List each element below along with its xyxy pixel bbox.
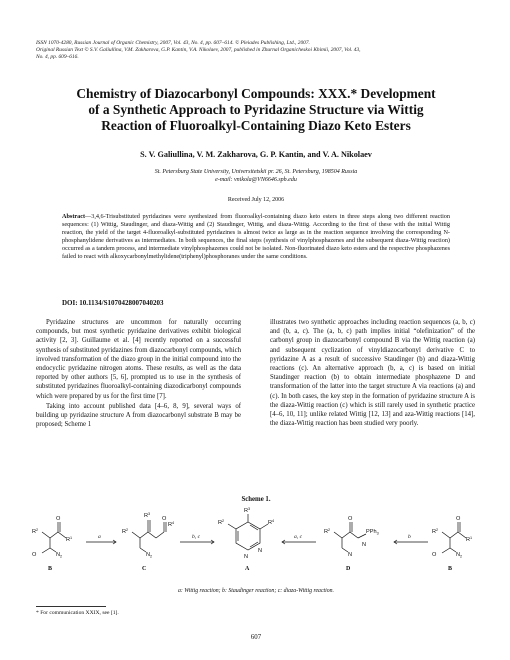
page-number: 607	[250, 634, 262, 641]
arrow-label-b: b	[408, 534, 411, 540]
atom-r4: $R^4$	[268, 519, 275, 526]
atom-n: N	[362, 542, 367, 548]
atom-n: N	[348, 552, 353, 558]
arrow-label-a: a	[98, 534, 101, 540]
doi-link[interactable]: DOI: 10.1134/S1070428007040203	[62, 299, 164, 307]
atom-o: O	[456, 516, 461, 522]
scheme-caption: a: Wittig reaction; b: Staudinger reaction; c: diaza-Wittig reaction.	[177, 588, 334, 594]
compound-label-b: B	[448, 566, 453, 572]
received-date: Received July 12, 2006	[227, 197, 285, 203]
footnote-divider	[36, 606, 106, 607]
body-column-right	[270, 318, 475, 429]
atom-pph3: PPh$_3$	[366, 529, 379, 536]
atom-r1: $R^1$	[466, 536, 473, 543]
compound-label-d: D	[346, 566, 351, 572]
atom-r3: $R^3$	[144, 512, 151, 519]
bond-lines	[42, 514, 466, 553]
atom-o: O	[162, 516, 167, 522]
abstract-label: Abstract	[62, 213, 86, 220]
atom-o: O	[432, 552, 437, 558]
atom-r2: $R^2$	[122, 528, 129, 535]
paragraph: illustrates two synthetic approaches including reaction sequences (a, b, c) and (b, a, c). The (a, b, c) path implies initial “olefinization” of the carbonyl group in diazocarbonyl compound B via the Wittig reaction (a) and subsequent cyclization of vinyldiazocarbonyl derivative C to pyridazine A as a result of successive Staudinger (b) and diaza-Wittig reactions (c). An alternative approach (b, a, c) is based on initial Staudinger reaction (b) to obtain intermediate phosphazene D and transformation of the latter into the target structure A via reactions (a) and (c). In both cases, the key step in the formation of pyridazine structure A is the diaza-Wittig reaction (c) which is still rarely used in synthetic practice [4–6, 10, 11]; unlike related Wittig [12, 13] and aza-Wittig reactions [14], the diaza-Wittig reaction has been studied very poorly.	[270, 319, 475, 428]
atom-o: O	[32, 552, 37, 558]
arrow-label-ac: a, c	[294, 534, 303, 540]
footnote: * For communication XXIX, see [1].	[36, 610, 119, 616]
scheme-title: Scheme 1.	[241, 496, 271, 503]
body-column-left	[36, 318, 241, 430]
compound-label-c: C	[142, 566, 147, 572]
atom-n2: $N_2$	[456, 552, 463, 559]
paragraph: Taking into account published data [4–6, 8, 9], several ways of building up pyridazine structure A from diazocarbonyl substrate B may be proposed; Scheme 1	[36, 402, 241, 429]
atom-r2: $R^2$	[432, 528, 439, 535]
abstract-text: —3,4,6-Trisubstituted pyridazines were synthesized from fluoroalkyl-containing diazo keto esters in three steps along two different reaction sequences: (1) Wittig, Staudinger, and diaza-Wittig and (2) Staudinger, Wittig, and diaza-Wittig. According to the first of these with the initial Wittig reaction, the yield of the target 4-fluoroalkyl-substituted pyridazines is almost twice as large as in the reaction sequence involving the corresponding N-phosphanylidene derivatives as intermediates. In both sequences, the final steps (synthesis of vinylphosphazenes and the subsequent diaza-Wittig reaction) occurred as a tandem process, and intermediate vinylphosphazenes could not be isolated. Non-fluorinated diazo keto esters and the respective phosphazenes failed to react with alkoxycarbonylmethylidene(triphenyl)phosphoranes under the same conditions.	[62, 213, 450, 261]
journal-header	[36, 40, 476, 61]
atom-n2: $N_2$	[56, 552, 63, 559]
atom-r4: $R^4$	[168, 521, 175, 528]
abstract	[62, 213, 450, 262]
title-line-2: of a Synthetic Approach to Pyridazine Structure via Wittig	[88, 102, 424, 117]
article-title	[36, 86, 476, 134]
atom-n: N	[258, 548, 263, 554]
atom-r1: $R^1$	[66, 536, 73, 543]
header-line-1: ISSN 1070-4280, Russian Journal of Organic Chemistry, 2007, Vol. 43, No. 4, pp. 607–614. © Pleiades Publishing, Ltd., 2007.	[36, 40, 310, 46]
author-list: S. V. Galiullina, V. M. Zakharova, G. P. Kantin, and V. A. Nikolaev	[140, 150, 372, 159]
reaction-scheme	[30, 506, 482, 584]
atom-r2: $R^2$	[324, 528, 331, 535]
arrow-label-bc: b, c	[192, 534, 201, 540]
title-line-1: Chemistry of Diazocarbonyl Compounds: XXX.* Development	[76, 86, 436, 101]
atom-n: N	[244, 554, 249, 560]
title-line-3: Reaction of Fluoroalkyl-Containing Diazo Keto Esters	[101, 118, 411, 133]
atom-o: O	[56, 516, 61, 522]
atom-o: O	[348, 516, 353, 522]
affiliation-email[interactable]: e-mail: vnikola@VN6646.spb.edu	[215, 177, 297, 183]
atom-r3: $R^3$	[244, 507, 251, 514]
scheme-drawing	[30, 506, 482, 584]
affiliation-address: St. Petersburg State University, Universitetskii pr. 26, St. Petersburg, 198504 Russia	[154, 169, 358, 175]
header-line-2: Original Russian Text © S.V. Galiullina, V.M. Zakharova, G.P. Kantin, V.A. Nikolaev, 2007, published in Zhurnal Organicheskoi Khimii, 2007, Vol. 43,	[36, 47, 361, 53]
header-line-3: No. 4, pp. 609–616.	[36, 54, 79, 60]
compound-label-a: A	[245, 566, 250, 572]
atom-r2: $R^2$	[218, 519, 225, 526]
atom-n2: $N_2$	[146, 552, 153, 559]
affiliation	[36, 168, 476, 184]
compound-label-b: B	[48, 566, 53, 572]
paragraph: Pyridazine structures are uncommon for naturally occurring compounds, but most synthetic pyridazine derivatives exhibit biological activity [2, 3]. Guillaume et al. [4] recently reported on a successful synthesis of substituted pyridazines from diazocarbonyl compounds, which involved transformation of the diazo group in the initial compound into the endocyclic pyridazine nitrogen atoms. These results, as well as the data reported by other authors [5, 6], prompted us to use in the synthesis of substituted pyridazines fluoroalkyl-containing diazodicarbonyl compounds which were prepared by us for the first time [7].	[36, 319, 241, 400]
atom-r2: $R^2$	[32, 528, 39, 535]
